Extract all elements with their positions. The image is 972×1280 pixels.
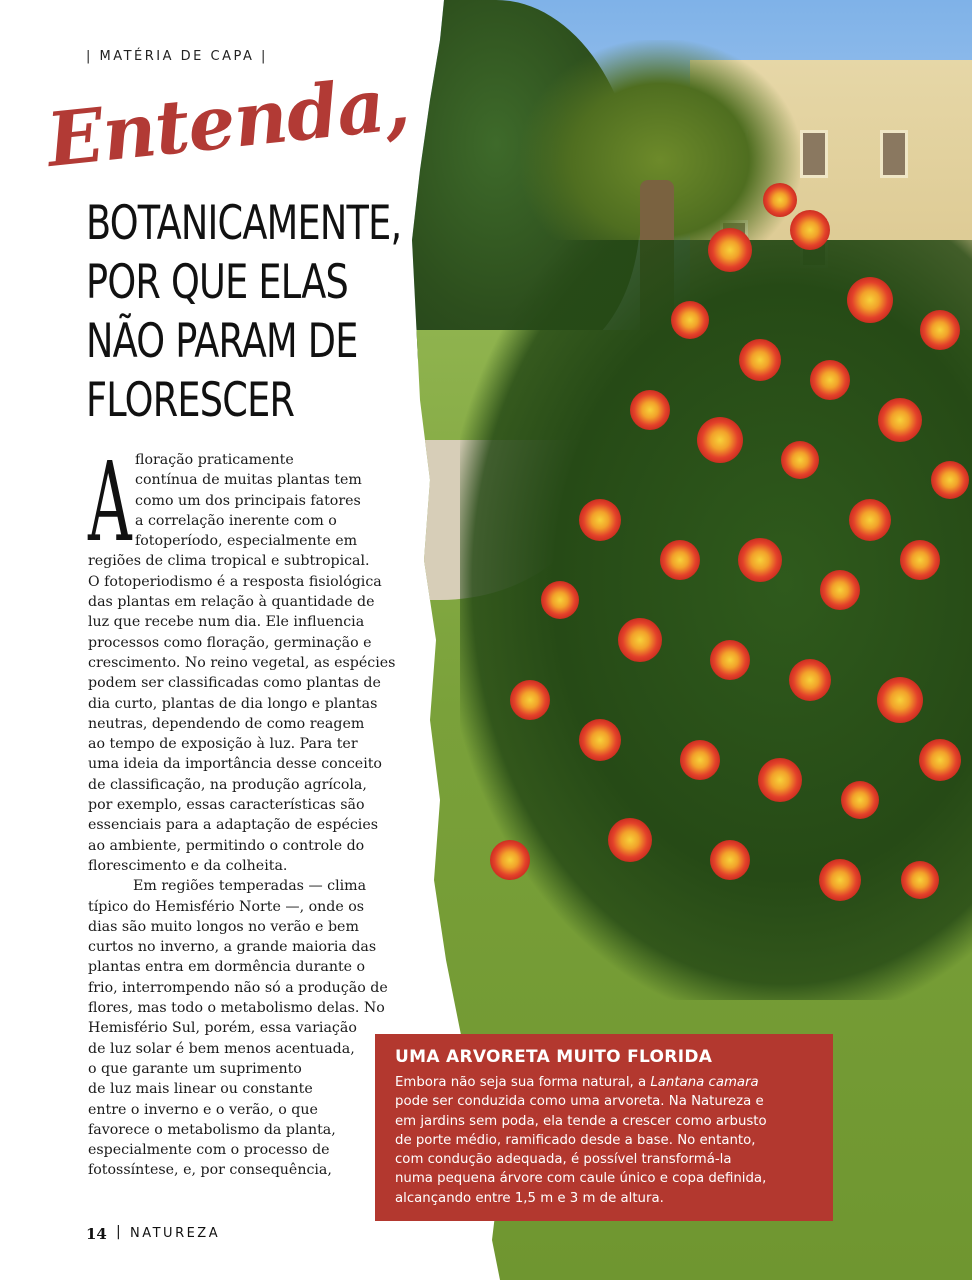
article-line: florescimento e da colheita. [88,857,288,874]
sidebar-line [395,1112,813,1131]
flower-cluster [758,758,802,802]
article-line: de classificação, na produção agrícola, [88,776,367,793]
flower-cluster [738,538,782,582]
article-line: típico do Hemisfério Norte —, onde os [88,898,365,915]
flower-cluster [739,339,781,381]
magazine-name: NATUREZA [130,1226,221,1241]
article-line: por exemplo, essas características são [88,797,365,814]
flower-cluster [490,840,530,880]
headline-line: BOTANICAMENTE, [86,196,402,251]
flower-cluster [931,461,969,499]
flower-cluster [849,499,891,541]
sidebar-line [395,1131,813,1150]
flower-cluster [919,739,961,781]
article-line: processos como floração, germinação e [88,634,372,651]
drop-cap: A [88,438,132,566]
sidebar-text-span: pode ser conduzida como uma arvoreta. Na Natureza e [395,1094,764,1110]
article-line: flores, mas todo o metabolismo delas. No [88,1000,385,1017]
article-line: entre o inverno e o verão, o que [88,1101,318,1118]
article-line: ao ambiente, permitindo o controle do [88,837,365,854]
sidebar-line [395,1150,813,1169]
flower-cluster [541,581,579,619]
article-line: contínua de muitas plantas tem [135,472,362,489]
flower-cluster [781,441,819,479]
flower-cluster [877,677,923,723]
flower-cluster [630,390,670,430]
script-title: Entenda, [43,60,413,184]
article-body [88,450,396,1181]
flower-cluster [789,659,831,701]
photo-shrub [460,240,972,1000]
sidebar-text-span: Embora não seja sua forma natural, a [395,1075,651,1090]
sidebar-text-span: de porte médio, ramificado desde a base. No entanto, [395,1132,756,1148]
flower-cluster [710,640,750,680]
page-number: 14 [86,1225,107,1243]
flower-cluster [618,618,662,662]
article-line: essenciais para a adaptação de espécies [88,817,379,834]
flower-cluster [680,740,720,780]
flower-cluster [608,818,652,862]
article-line: Em regiões temperadas — clima [133,878,367,895]
sidebar-box [375,1034,833,1221]
sidebar-text-span: alcançando entre 1,5 m e 3 m de altura. [395,1190,664,1206]
flower-cluster [820,570,860,610]
sidebar-text-span: com condução adequada, é possível transformá-la [395,1152,732,1168]
flower-cluster [763,183,797,217]
article-line: a correlação inerente com o [135,512,337,529]
article-line: como um dos principais fatores [135,492,361,509]
headline-line: NÃO PARAM DE [86,314,358,369]
article-line: luz que recebe num dia. Ele influencia [88,614,365,631]
article-line: plantas entra em dormência durante o [88,959,366,976]
sidebar-text-span: em jardins sem poda, ela tende a crescer como arbusto [395,1113,767,1129]
sidebar-title: UMA ARVORETA MUITO FLORIDA [395,1047,713,1067]
flower-cluster [920,310,960,350]
article-line: dia curto, plantas de dia longo e plantas [88,695,378,712]
species-name: Lantana camara [650,1075,759,1090]
flower-cluster [819,859,861,901]
sidebar-text [395,1073,813,1208]
article-line: o que garante um suprimento [88,1060,302,1077]
section-label: | MATÉRIA DE CAPA | [86,49,268,64]
sidebar-line [395,1169,813,1188]
article-line: das plantas em relação à quantidade de [88,594,375,611]
article-line: fotoperíodo, especialmente em [135,533,358,550]
flower-cluster [660,540,700,580]
flower-cluster [810,360,850,400]
article-line: podem ser classificadas como plantas de [88,675,381,692]
article-line: favorece o metabolismo da planta, [88,1121,336,1138]
flower-cluster [710,840,750,880]
article-line: regiões de clima tropical e subtropical. [88,553,370,570]
sidebar-text-span: numa pequena árvore com caule único e copa definida, [395,1171,767,1187]
article-line: floração praticamente [135,452,294,468]
article-line: Hemisfério Sul, porém, essa variação [88,1020,357,1037]
article-line: dias são muito longos no verão e bem [88,918,359,935]
article-line: crescimento. No reino vegetal, as espécies [88,654,396,671]
flower-cluster [579,499,621,541]
article-line: curtos no inverno, a grande maioria das [88,939,377,956]
sidebar-line [395,1092,813,1111]
flower-cluster [790,210,830,250]
flower-cluster [708,228,752,272]
flower-cluster [900,540,940,580]
headline [86,194,402,430]
flower-cluster [671,301,709,339]
flower-cluster [697,417,743,463]
article-line: de luz solar é bem menos acentuada, [88,1040,355,1057]
flower-cluster [847,277,893,323]
article-line: fotossíntese, e, por consequência, [88,1162,332,1179]
sidebar-line [395,1189,813,1208]
headline-line: FLORESCER [86,373,295,428]
article-line: O fotoperiodismo é a resposta fisiológica [88,573,382,590]
article-line: neutras, dependendo de como reagem [88,715,365,732]
flower-cluster [901,861,939,899]
article-line: de luz mais linear ou constante [88,1081,313,1098]
article-line: especialmente com o processo de [88,1142,330,1159]
sidebar-line [395,1073,813,1092]
headline-line: POR QUE ELAS [86,255,349,310]
footer-separator: | [116,1224,121,1240]
flower-cluster [510,680,550,720]
flower-cluster [878,398,922,442]
article-line: ao tempo de exposição à luz. Para ter [88,736,358,753]
flower-cluster [579,719,621,761]
flower-cluster [841,781,879,819]
article-line: frio, interrompendo não só a produção de [88,979,388,996]
article-line: uma ideia da importância desse conceito [88,756,382,773]
